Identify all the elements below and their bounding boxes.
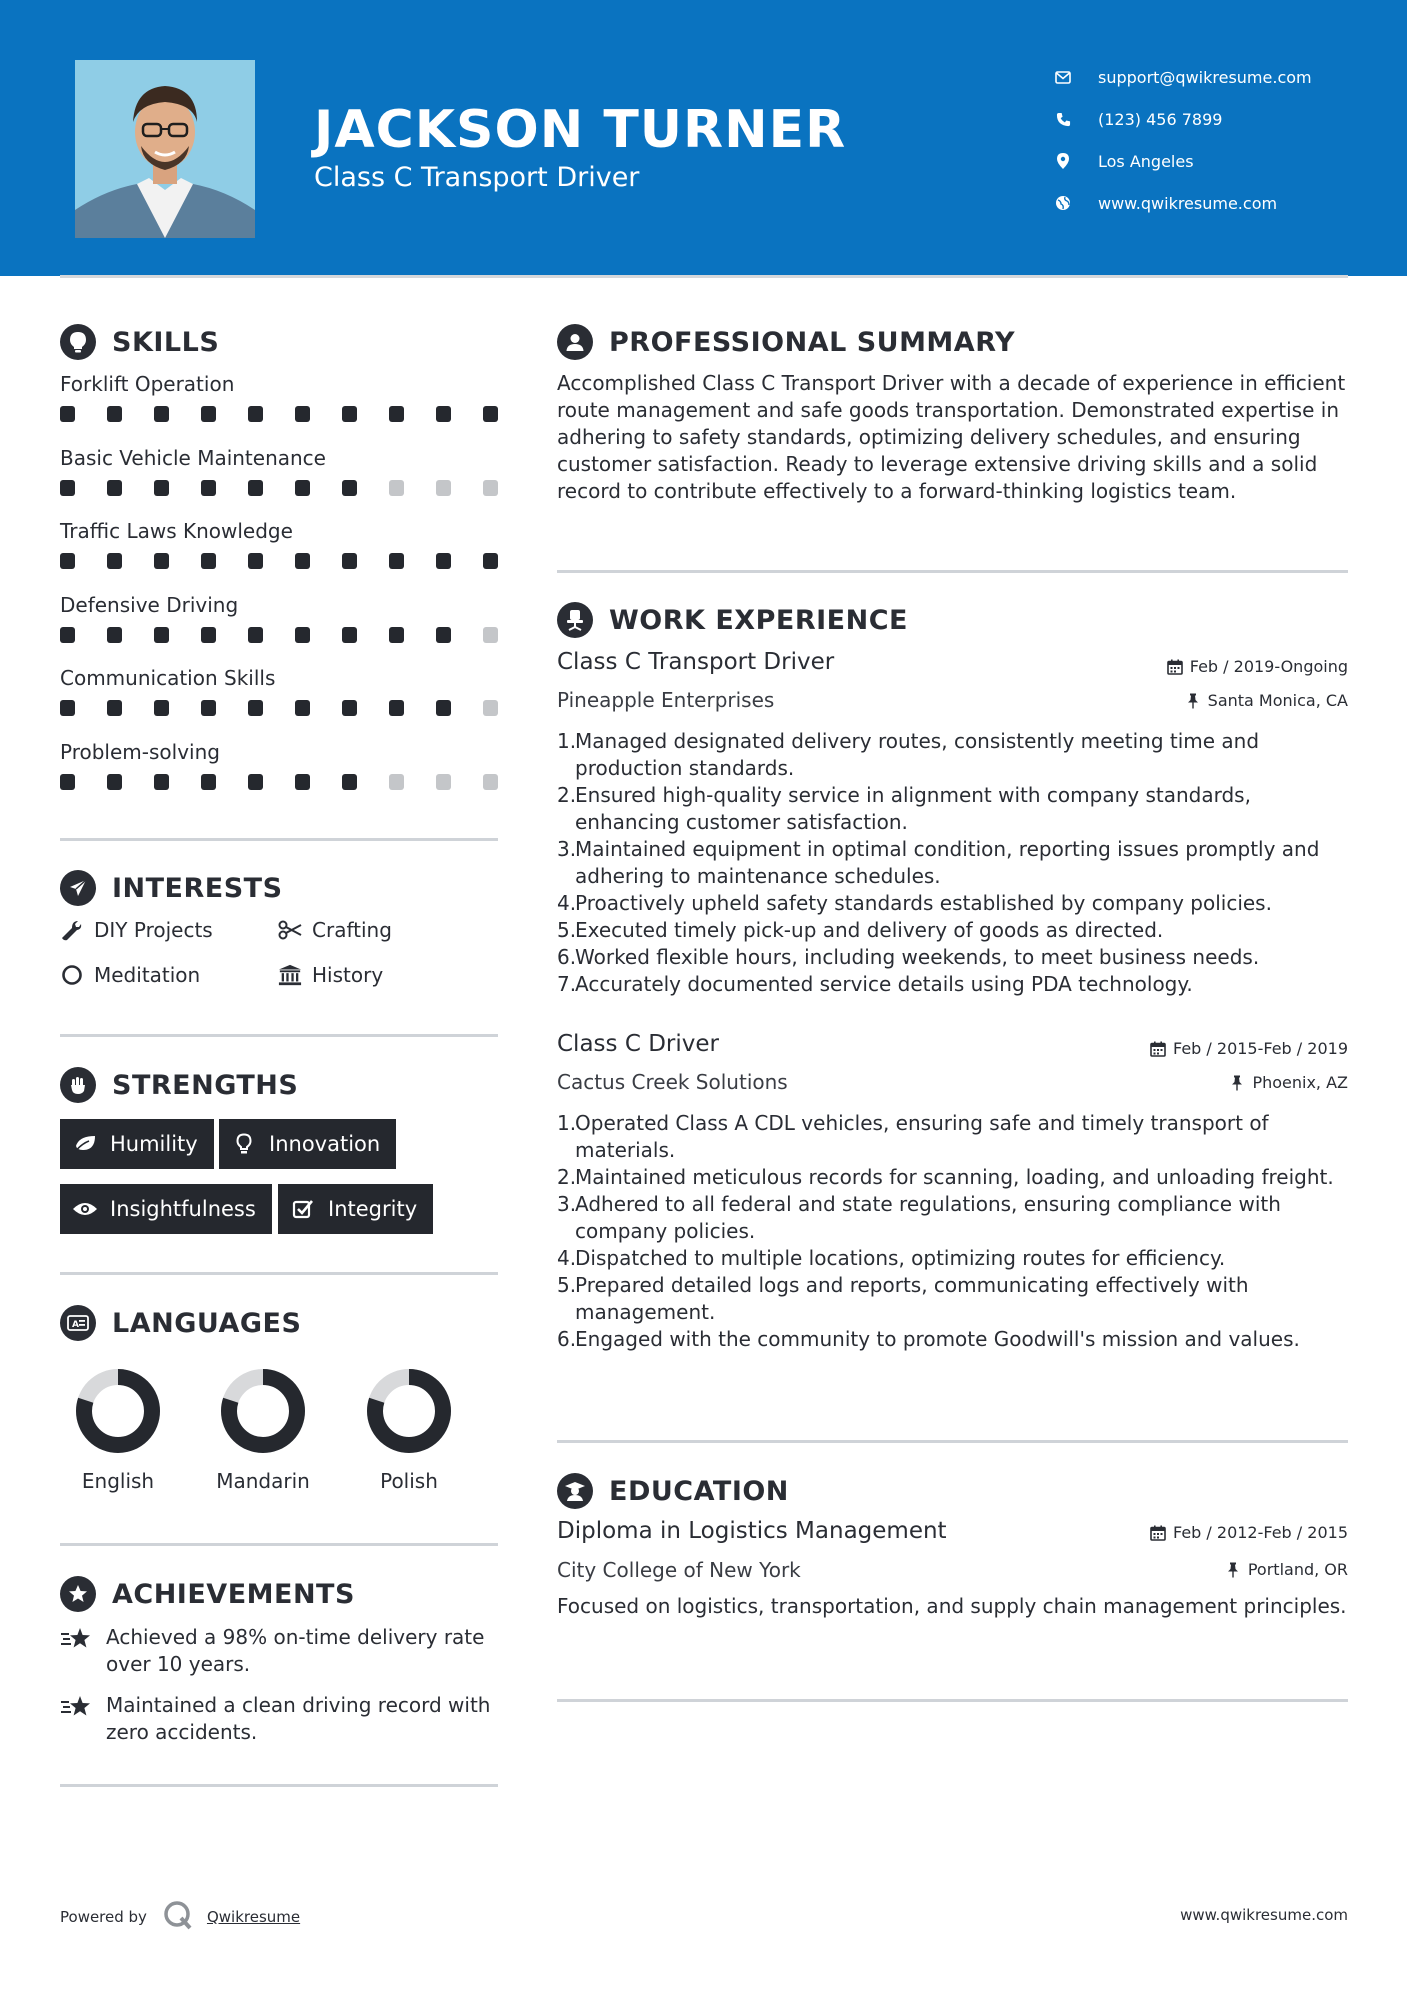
- rating-dot: [154, 480, 169, 496]
- shooting-star-icon: [60, 1694, 92, 1726]
- list-item: 1. Operated Class A CDL vehicles, ensuring safe and timely transport of materials.: [557, 1111, 1269, 1162]
- language-level-donut: [74, 1367, 162, 1455]
- rating-dot: [295, 627, 310, 643]
- rating-dot: [483, 627, 498, 643]
- list-item: 6. Engaged with the community to promote Goodwill's mission and values.: [557, 1327, 1300, 1351]
- skill-item: [60, 370, 498, 444]
- resume-header: [0, 0, 1407, 276]
- rating-dot: [389, 774, 404, 790]
- phone-icon: [1052, 108, 1074, 130]
- list-item: 2. Maintained meticulous records for scanning, loading, and unloading freight.: [557, 1165, 1334, 1189]
- job-title: Class C Driver: [557, 1031, 719, 1057]
- list-item: 2. Ensured high-quality service in alignment with company standards, enhancing customer satisfaction.: [557, 783, 1251, 834]
- rating-dot: [60, 406, 75, 422]
- skill-rating: [60, 406, 498, 422]
- interests-heading: INTERESTS: [60, 870, 283, 906]
- candidate-name: JACKSON TURNER: [314, 100, 847, 160]
- rating-dot: [342, 774, 357, 790]
- skill-name: Problem-solving: [60, 739, 220, 764]
- section-divider: [557, 1699, 1348, 1702]
- interest-item: DIY Projects: [60, 918, 213, 942]
- degree-title: Diploma in Logistics Management: [557, 1518, 947, 1544]
- strength-tag: Insightfulness: [60, 1184, 272, 1234]
- rating-dot: [201, 627, 216, 643]
- interest-item: Meditation: [60, 963, 200, 987]
- rating-dot: [201, 553, 216, 569]
- rating-dot: [483, 406, 498, 422]
- rating-dot: [248, 406, 263, 422]
- strength-tag: Integrity: [278, 1184, 433, 1234]
- skill-item: [60, 738, 498, 812]
- rating-dot: [107, 406, 122, 422]
- contact-email[interactable]: support@qwikresume.com: [1052, 56, 1312, 98]
- list-item: 4. Dispatched to multiple locations, optimizing routes for efficiency.: [557, 1246, 1226, 1270]
- job-dates: Feb / 2015-Feb / 2019: [1149, 1039, 1348, 1058]
- skills-list: [60, 370, 498, 811]
- rating-dot: [389, 480, 404, 496]
- language-level-donut: [365, 1367, 453, 1455]
- rating-dot: [483, 700, 498, 716]
- rating-dot: [154, 406, 169, 422]
- eye-icon: [72, 1196, 98, 1222]
- map-pin-icon: [1052, 150, 1074, 172]
- rating-dot: [201, 480, 216, 496]
- section-divider: [557, 570, 1348, 573]
- rating-dot: [342, 480, 357, 496]
- globe-icon: [1052, 192, 1074, 214]
- rating-dot: [436, 774, 451, 790]
- achievements-heading: ACHIEVEMENTS: [60, 1576, 355, 1612]
- languages-heading: A LANGUAGES: [60, 1305, 301, 1341]
- rating-dot: [436, 627, 451, 643]
- scissors-icon: [278, 918, 302, 942]
- job-location: Santa Monica, CA: [1184, 691, 1348, 710]
- list-item: 1. Managed designated delivery routes, consistently meeting time and production standards.: [557, 729, 1260, 780]
- pushpin-icon: [1184, 692, 1202, 710]
- strengths-heading: STRENGTHS: [60, 1067, 298, 1103]
- company-name: Pineapple Enterprises: [557, 688, 775, 712]
- star-badge-icon: [60, 1576, 96, 1612]
- rating-dot: [389, 700, 404, 716]
- candidate-title: Class C Transport Driver: [314, 162, 640, 193]
- achievement-item: Achieved a 98% on-time delivery rate over 10 years.: [60, 1624, 500, 1678]
- shooting-star-icon: [60, 1626, 92, 1658]
- rating-dot: [342, 627, 357, 643]
- summary-text: Accomplished Class C Transport Driver with a decade of experience in efficient route management and safe goods transportation. Demonstrated expertise in adhering to safety standards, optimizing delivery schedules, and ensuring customer satisfaction. Ready to leverage extensive driving skills and a solid record to contribute effectively to a forward-thinking logistics team.: [557, 371, 1346, 503]
- calendar-icon: [1166, 658, 1184, 676]
- calendar-icon: [1149, 1040, 1167, 1058]
- rating-dot: [248, 553, 263, 569]
- rating-dot: [154, 700, 169, 716]
- skill-name: Communication Skills: [60, 666, 276, 690]
- section-divider: [60, 838, 498, 841]
- language-item: [349, 1367, 469, 1493]
- rating-dot: [201, 406, 216, 422]
- rating-dot: [342, 406, 357, 422]
- rating-dot: [295, 480, 310, 496]
- graduate-icon: [557, 1473, 593, 1509]
- rating-dot: [248, 627, 263, 643]
- svg-text:A: A: [72, 1320, 79, 1330]
- rating-dot: [483, 774, 498, 790]
- rating-dot: [342, 553, 357, 569]
- rating-dot: [60, 553, 75, 569]
- section-divider: [60, 1784, 498, 1787]
- lightbulb-icon: [231, 1131, 257, 1157]
- job-bullets: [557, 1110, 1347, 1353]
- language-name: Polish: [380, 1469, 438, 1493]
- company-name: Cactus Creek Solutions: [557, 1070, 788, 1094]
- envelope-icon: [1052, 66, 1074, 88]
- job-bullets: [557, 728, 1347, 998]
- wrench-icon: [60, 918, 84, 942]
- rating-dot: [154, 774, 169, 790]
- museum-icon: [278, 963, 302, 987]
- job-title: Class C Transport Driver: [557, 649, 835, 675]
- rating-dot: [248, 700, 263, 716]
- interest-item: History: [278, 963, 383, 987]
- footer-powered-by: Powered by Qwikresume: [60, 1900, 300, 1934]
- skills-heading: SKILLS: [60, 324, 219, 360]
- education-dates: Feb / 2012-Feb / 2015: [1149, 1523, 1348, 1542]
- rating-dot: [60, 700, 75, 716]
- qwikresume-link[interactable]: Qwikresume: [206, 1908, 301, 1926]
- rating-dot: [107, 627, 122, 643]
- strength-tag: Humility: [60, 1119, 214, 1169]
- paper-plane-icon: [60, 870, 96, 906]
- office-chair-icon: [557, 602, 593, 638]
- education-description: Focused on logistics, transportation, and supply chain management principles.: [557, 1594, 1347, 1618]
- rating-dot: [389, 553, 404, 569]
- rating-dot: [107, 774, 122, 790]
- rating-dot: [295, 406, 310, 422]
- school-name: City College of New York: [557, 1558, 801, 1582]
- rating-dot: [248, 774, 263, 790]
- rating-dot: [295, 553, 310, 569]
- skill-item: [60, 517, 498, 591]
- checkbox-icon: [290, 1196, 316, 1222]
- skill-rating: [60, 480, 498, 496]
- list-item: 4. Proactively upheld safety standards established by company policies.: [557, 891, 1272, 915]
- rating-dot: [154, 627, 169, 643]
- summary-heading: PROFESSIONAL SUMMARY: [557, 324, 1015, 360]
- list-item: 5. Executed timely pick-up and delivery of goods as directed.: [557, 918, 1164, 942]
- pushpin-icon: [1224, 1561, 1242, 1579]
- section-divider: [60, 1272, 498, 1275]
- rating-dot: [60, 627, 75, 643]
- lightbulb-icon: [60, 324, 96, 360]
- rating-dot: [483, 553, 498, 569]
- rating-dot: [154, 553, 169, 569]
- rating-dot: [201, 774, 216, 790]
- list-item: 6. Worked flexible hours, including weekends, to meet business needs.: [557, 945, 1260, 969]
- hand-icon: [60, 1067, 96, 1103]
- contact-location: Los Angeles: [1052, 140, 1312, 182]
- skill-name: Defensive Driving: [60, 592, 239, 617]
- language-name: Mandarin: [216, 1469, 310, 1493]
- rating-dot: [295, 700, 310, 716]
- interest-item: Crafting: [278, 918, 392, 942]
- list-item: 3. Adhered to all federal and state regulations, ensuring compliance with company policies.: [557, 1192, 1281, 1243]
- rating-dot: [436, 553, 451, 569]
- skill-name: Traffic Laws Knowledge: [60, 519, 293, 543]
- skill-rating: [60, 774, 498, 790]
- circle-icon: [60, 963, 84, 987]
- language-level-donut: [219, 1367, 307, 1455]
- rating-dot: [342, 700, 357, 716]
- rating-dot: [389, 627, 404, 643]
- rating-dot: [107, 553, 122, 569]
- language-item: [58, 1367, 178, 1493]
- rating-dot: [483, 480, 498, 496]
- contact-website[interactable]: www.qwikresume.com: [1052, 182, 1312, 224]
- section-divider: [60, 1034, 498, 1037]
- pushpin-icon: [1228, 1074, 1246, 1092]
- list-item: 7. Accurately documented service details using PDA technology.: [557, 972, 1193, 996]
- rating-dot: [60, 774, 75, 790]
- rating-dot: [436, 480, 451, 496]
- skill-name: Forklift Operation: [60, 372, 235, 396]
- header-divider: [60, 275, 1348, 278]
- achievement-item: Maintained a clean driving record with zero accidents.: [60, 1692, 500, 1746]
- list-item: 3. Maintained equipment in optimal condition, reporting issues promptly and adhering to maintenance schedules.: [557, 837, 1320, 888]
- section-divider: [60, 1543, 498, 1546]
- rating-dot: [295, 774, 310, 790]
- language-item: [203, 1367, 323, 1493]
- rating-dot: [107, 480, 122, 496]
- education-location: Portland, OR: [1224, 1560, 1348, 1579]
- footer-website-link[interactable]: www.qwikresume.com: [1180, 1906, 1348, 1924]
- contact-list: [1052, 56, 1312, 224]
- skill-rating: [60, 627, 498, 643]
- education-heading: EDUCATION: [557, 1473, 789, 1509]
- rating-dot: [107, 700, 122, 716]
- calendar-icon: [1149, 1524, 1167, 1542]
- skill-item: [60, 664, 498, 738]
- rating-dot: [60, 480, 75, 496]
- rating-dot: [389, 406, 404, 422]
- list-item: 5. Prepared detailed logs and reports, communicating effectively with management.: [557, 1273, 1249, 1324]
- leaf-icon: [72, 1131, 98, 1157]
- skill-item: [60, 444, 498, 518]
- user-icon: [557, 324, 593, 360]
- skill-name: Basic Vehicle Maintenance: [60, 445, 326, 470]
- language-name: English: [81, 1469, 155, 1493]
- job-dates: Feb / 2019-Ongoing: [1166, 657, 1348, 676]
- contact-phone[interactable]: (123) 456 7899: [1052, 98, 1312, 140]
- rating-dot: [201, 700, 216, 716]
- section-divider: [557, 1440, 1348, 1443]
- experience-heading: WORK EXPERIENCE: [557, 602, 908, 638]
- skill-item: [60, 591, 498, 665]
- qwikresume-logo-icon: [163, 1900, 193, 1934]
- job-location: Phoenix, AZ: [1228, 1073, 1348, 1092]
- skill-rating: [60, 553, 498, 569]
- skill-rating: [60, 700, 498, 716]
- rating-dot: [436, 700, 451, 716]
- rating-dot: [248, 480, 263, 496]
- language-card-icon: [60, 1305, 96, 1341]
- rating-dot: [436, 406, 451, 422]
- profile-photo: [75, 60, 255, 238]
- strength-tag: Innovation: [219, 1119, 396, 1169]
